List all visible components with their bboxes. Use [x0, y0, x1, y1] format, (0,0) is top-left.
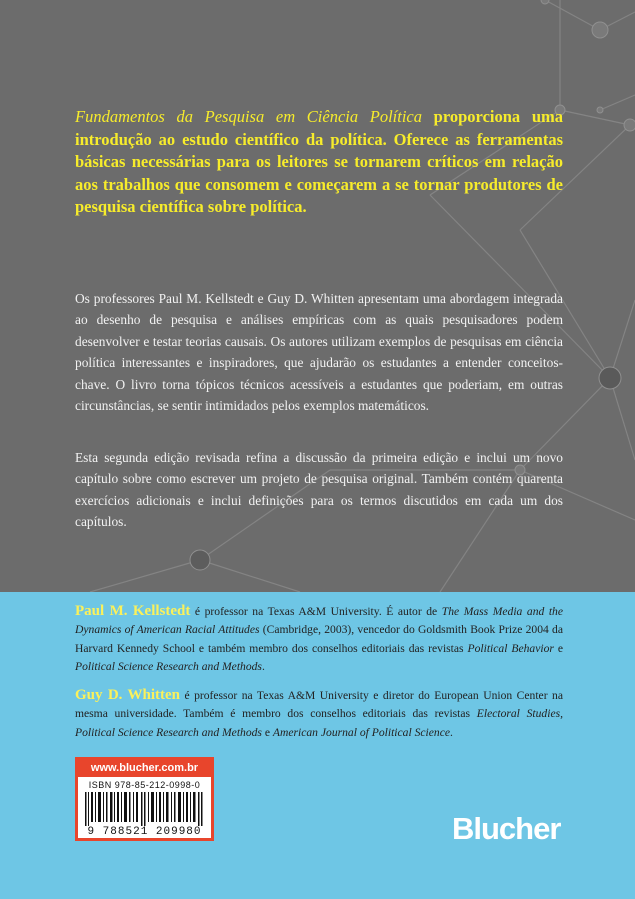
publisher-logo: Blucher: [452, 811, 561, 846]
isbn-barcode-box: [75, 757, 214, 841]
barcode-icon: [83, 792, 206, 826]
description-paragraph-2: Esta segunda edição revisada refina a discussão da primeira edição e inclui um novo capítulo sobre como escrever um projeto de pesquisa original. Também contém quarenta exercícios adicionais e inclui definições para os termos discutidos em cada um dos capítulos.: [75, 450, 563, 530]
lead-text: proporciona uma introdução ao estudo científico da política. Oferece as ferramentas básicas necessárias para os leitores se tornarem críticos em relação aos trabalhos que consomem e começarem a se tornar produtores de pesquisa científica sobre política.: [75, 107, 563, 216]
publisher-url: www.blucher.com.br: [78, 760, 211, 777]
description-paragraph-1: Os professores Paul M. Kellstedt e Guy D. Whitten apresentam uma abordagem integrada ao desenho de pesquisa e análises empíricas com as quais pesquisadores podem desenvolver e testar teorias causais. Os autores utilizam exemplos de pesquisas em ciência política interessantes e inspiradores, que ajudarão os estudantes a entender conceitos-chave. O livro torna tópicos técnicos acessíveis a estudantes que poderiam, em outras circunstâncias, se sentir intimidados pelos exemplos matemáticos.: [75, 291, 563, 414]
lead-paragraph: [75, 106, 563, 219]
isbn-label: ISBN 978-85-212-0998-0: [88, 780, 201, 790]
author-bio-whitten: Guy D. Whitten é professor na Texas A&M University e diretor do European Union Center na mesma universidade. Também é membro dos conselhos editoriais das revistas Electoral Studies, Political Science Research and Methods e American Journal of Political Science.: [75, 687, 563, 739]
barcode-number: 9 788521 209980: [87, 826, 202, 838]
book-title: Fundamentos da Pesquisa em Ciência Política: [75, 107, 423, 126]
author-bio-kellstedt: Paul M. Kellstedt é professor na Texas A&M University. É autor de The Mass Media and the Dynamics of American Racial Attitudes (Cambridge, 2003), vencedor do Goldsmith Book Prize 2004 da Harvard Kennedy School e também membro dos conselhos editoriais das revistas Political Behavior e Political Science Research and Methods.: [75, 603, 564, 674]
author-name: Paul M. Kellstedt: [75, 603, 191, 619]
bottom-blue-panel: [0, 592, 635, 899]
author-name: Guy D. Whitten: [75, 687, 180, 703]
